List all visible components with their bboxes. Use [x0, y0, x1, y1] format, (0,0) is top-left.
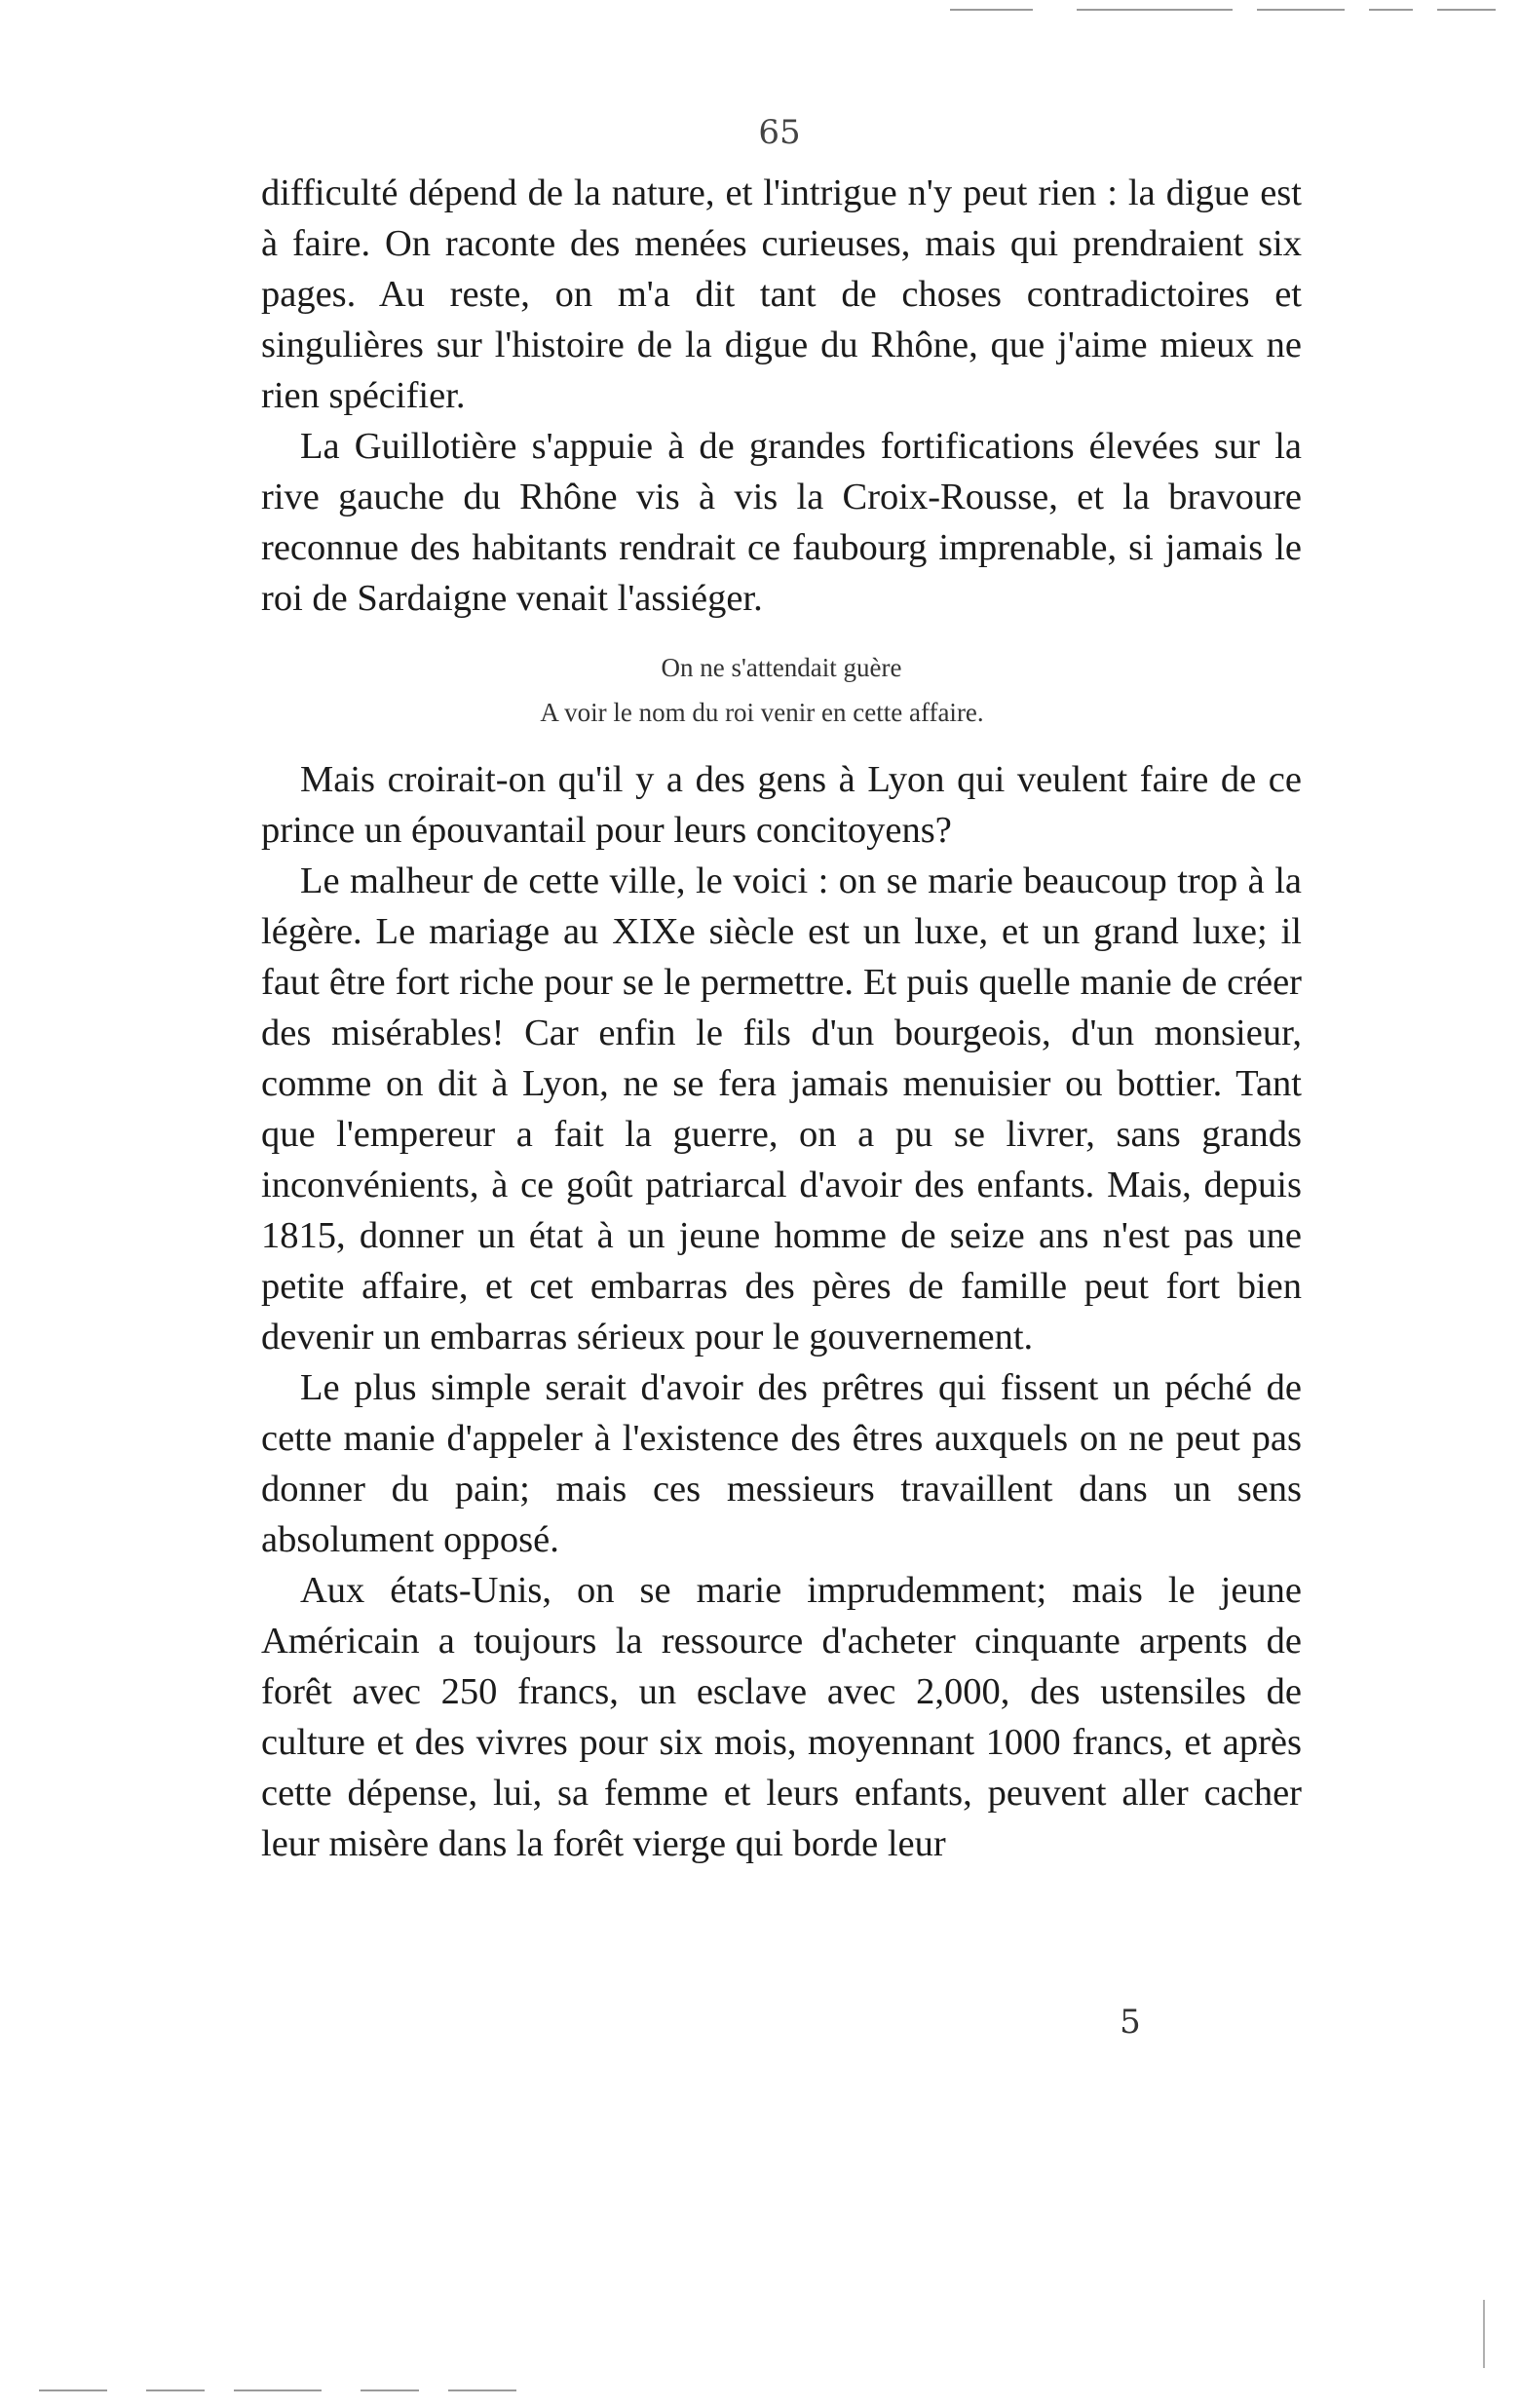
quote-line: A voir le nom du roi venir en cette affaire. — [540, 698, 984, 727]
paragraph: Aux états-Unis, on se marie imprudemment; mais le jeune Américain a toujours la ressource d'acheter cinquante arpents de forêt avec 250 francs, un esclave avec 2,000, des ustensiles de culture et des vivres pour six mois, moyennant 1000 francs, et après cette dépense, lui, sa femme et leurs enfants, peuvent aller cacher leur misère dans la forêt vierge qui borde leur — [261, 1570, 1302, 1864]
scan-edge-mark — [1369, 9, 1413, 11]
paragraph: difficulté dépend de la nature, et l'intrigue n'y peut rien : la digue est à faire. On raconte des menées curieuses, mais qui prendraient six pages. Au reste, on m'a dit tant de choses contradictoires et singulières sur l'histoire de la digue du Rhône, que j'aime mieux ne rien spécifier. — [261, 172, 1302, 416]
scan-edge-mark — [448, 2389, 516, 2391]
scan-edge-mark — [950, 9, 1033, 11]
page-number: 65 — [758, 113, 801, 152]
body-text — [261, 168, 1302, 1869]
scan-edge-mark — [1077, 9, 1233, 11]
paragraph: Le malheur de cette ville, le voici : on se marie beaucoup trop à la légère. Le mariage au XIXe siècle est un luxe, et un grand luxe; il faut être fort riche pour se le permettre. Et puis quelle manie de créer des misérables! Car enfin le fils d'un bourgeois, d'un monsieur, comme on dit à Lyon, ne se fera jamais menuisier ou bottier. Tant que l'empereur a fait la guerre, on a pu se livrer, sans grands inconvénients, à ce goût patriarcal d'avoir des enfants. Mais, depuis 1815, donner un état à un jeune homme de seize ans n'est pas une petite affaire, et cet embarras des pères de famille peut fort bien devenir un embarras sérieux pour le gouvernement. — [261, 860, 1302, 1357]
scan-edge-mark — [1483, 2300, 1485, 2368]
scan-edge-mark — [361, 2389, 419, 2391]
quote-line: On ne s'attendait guère — [661, 653, 902, 682]
verse-quote — [261, 645, 1302, 735]
scan-edge-mark — [1437, 9, 1496, 11]
scan-edge-mark — [146, 2389, 205, 2391]
paragraph: Mais croirait-on qu'il y a des gens à Lyon qui veulent faire de ce prince un épouvantail pour leurs concitoyens? — [261, 759, 1302, 851]
paragraph: Le plus simple serait d'avoir des prêtres qui fissent un péché de cette manie d'appeler à l'existence des êtres auxquels on ne peut pas donner du pain; mais ces messieurs travaillent dans un sens absolument opposé. — [261, 1367, 1302, 1560]
signature-mark: 5 — [1120, 2003, 1141, 2042]
scan-edge-mark — [1257, 9, 1345, 11]
scan-edge-mark — [234, 2389, 322, 2391]
scan-edge-mark — [39, 2389, 107, 2391]
paragraph: La Guillotière s'appuie à de grandes fortifications élevées sur la rive gauche du Rhône vis à vis la Croix-Rousse, et la bravoure reconnue des habitants rendrait ce faubourg imprenable, si jamais le roi de Sardaigne venait l'assiéger. — [261, 426, 1302, 619]
